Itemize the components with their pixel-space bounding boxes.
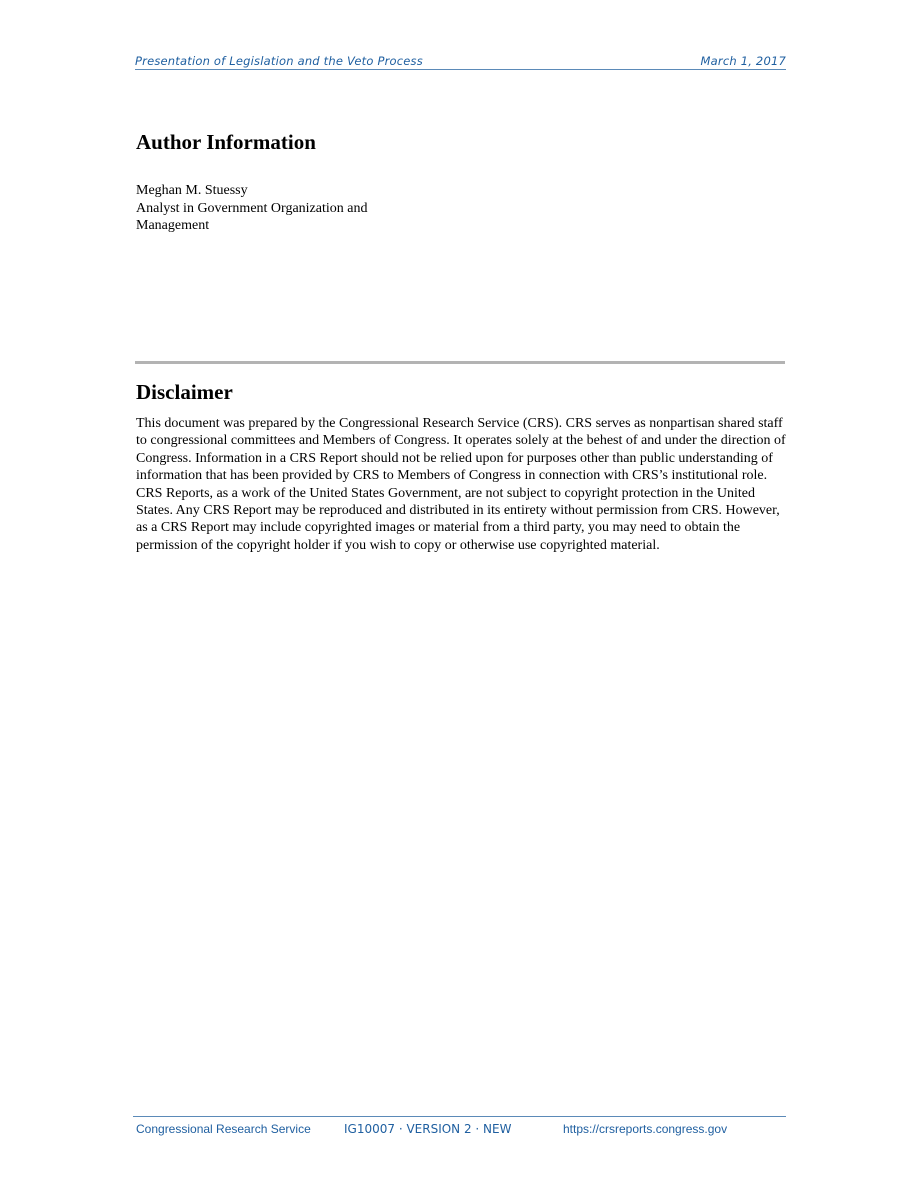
disclaimer-body: This document was prepared by the Congressional Research Service (CRS). CRS serves as nonpartisan shared staff to congressional committees and Members of Congress. It operates solely at the behest of and under the direction of Congress. Information in a CRS Report should not be relied upon for purposes other than public understanding of information that has been provided by CRS to Members of Congress in connection with CRS’s institutional role. CRS Reports, as a work of the United States Government, are not subject to copyright protection in the United States. Any CRS Report may be reproduced and distributed in its entirety without permission from CRS. However, as a CRS Report may include copyrighted images or material from a third party, you may need to obtain the permission of the copyright holder if you wish to copy or otherwise use copyrighted material. [136,416,786,553]
author-role-line-1: Analyst in Government Organization and [136,200,368,216]
author-name: Meghan M. Stuessy [136,183,248,198]
header-title: Presentation of Legislation and the Veto Process [135,54,423,68]
header-date: March 1, 2017 [700,54,786,68]
page-footer [133,1116,786,1139]
footer-organization: Congressional Research Service [136,1122,311,1136]
author-block [136,182,416,235]
footer-report-id: IG10007 · VERSION 2 · NEW [344,1122,512,1136]
author-role-line-2: Management [136,218,210,233]
author-information-heading: Author Information [136,130,316,154]
section-divider [135,361,785,364]
page-header [135,54,786,70]
disclaimer-heading: Disclaimer [136,380,233,404]
footer-url-link[interactable]: https://crsreports.congress.gov [563,1122,728,1136]
